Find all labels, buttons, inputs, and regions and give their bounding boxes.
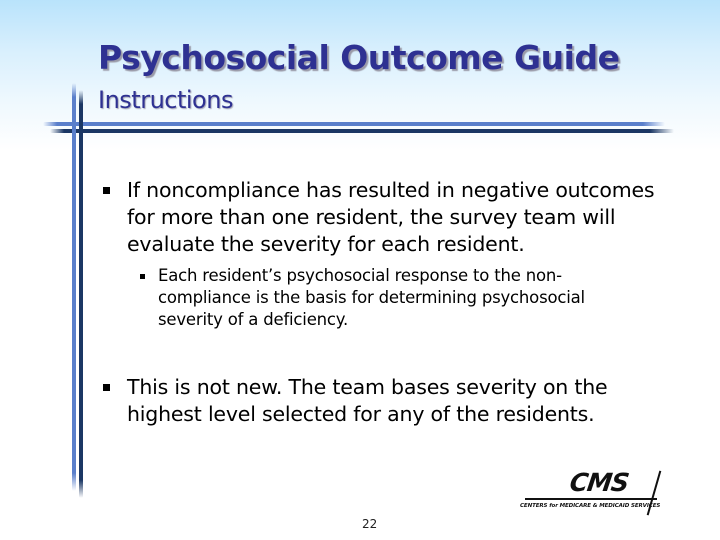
sub-bullet-text: Each resident’s psychosocial response to the non-compliance is the basis for determining psychosocial severity of a deficiency.: [158, 266, 585, 329]
slide-subtitle: Instructions: [98, 86, 233, 114]
bullet-text: If noncompliance has resulted in negative outcomes for more than one resident, the survey team will evaluate the severity for each resident.: [127, 178, 655, 256]
bullet-item: [127, 374, 667, 428]
sub-bullet-item: [158, 265, 638, 331]
page-number: 22: [362, 517, 378, 531]
square-bullet-icon: [140, 274, 145, 279]
decorative-vertical-line-light: [72, 83, 76, 491]
bullet-text: This is not new. The team bases severity on the highest level selected for any of the residents.: [127, 375, 608, 426]
cms-logo-rule: [525, 498, 657, 500]
square-bullet-icon: [103, 384, 110, 391]
bullet-item: [127, 177, 667, 258]
decorative-horizontal-line-dark: [50, 129, 674, 133]
cms-logo: [515, 468, 675, 520]
decorative-vertical-line-dark: [79, 90, 83, 498]
cms-logo-tagline: CENTERS for MEDICARE & MEDICAID SERVICES: [520, 503, 661, 509]
square-bullet-icon: [103, 187, 110, 194]
decorative-horizontal-line-light: [43, 122, 665, 126]
slide-title: Psychosocial Outcome Guide: [98, 38, 620, 77]
cms-logo-wordmark: CMS: [567, 468, 631, 497]
